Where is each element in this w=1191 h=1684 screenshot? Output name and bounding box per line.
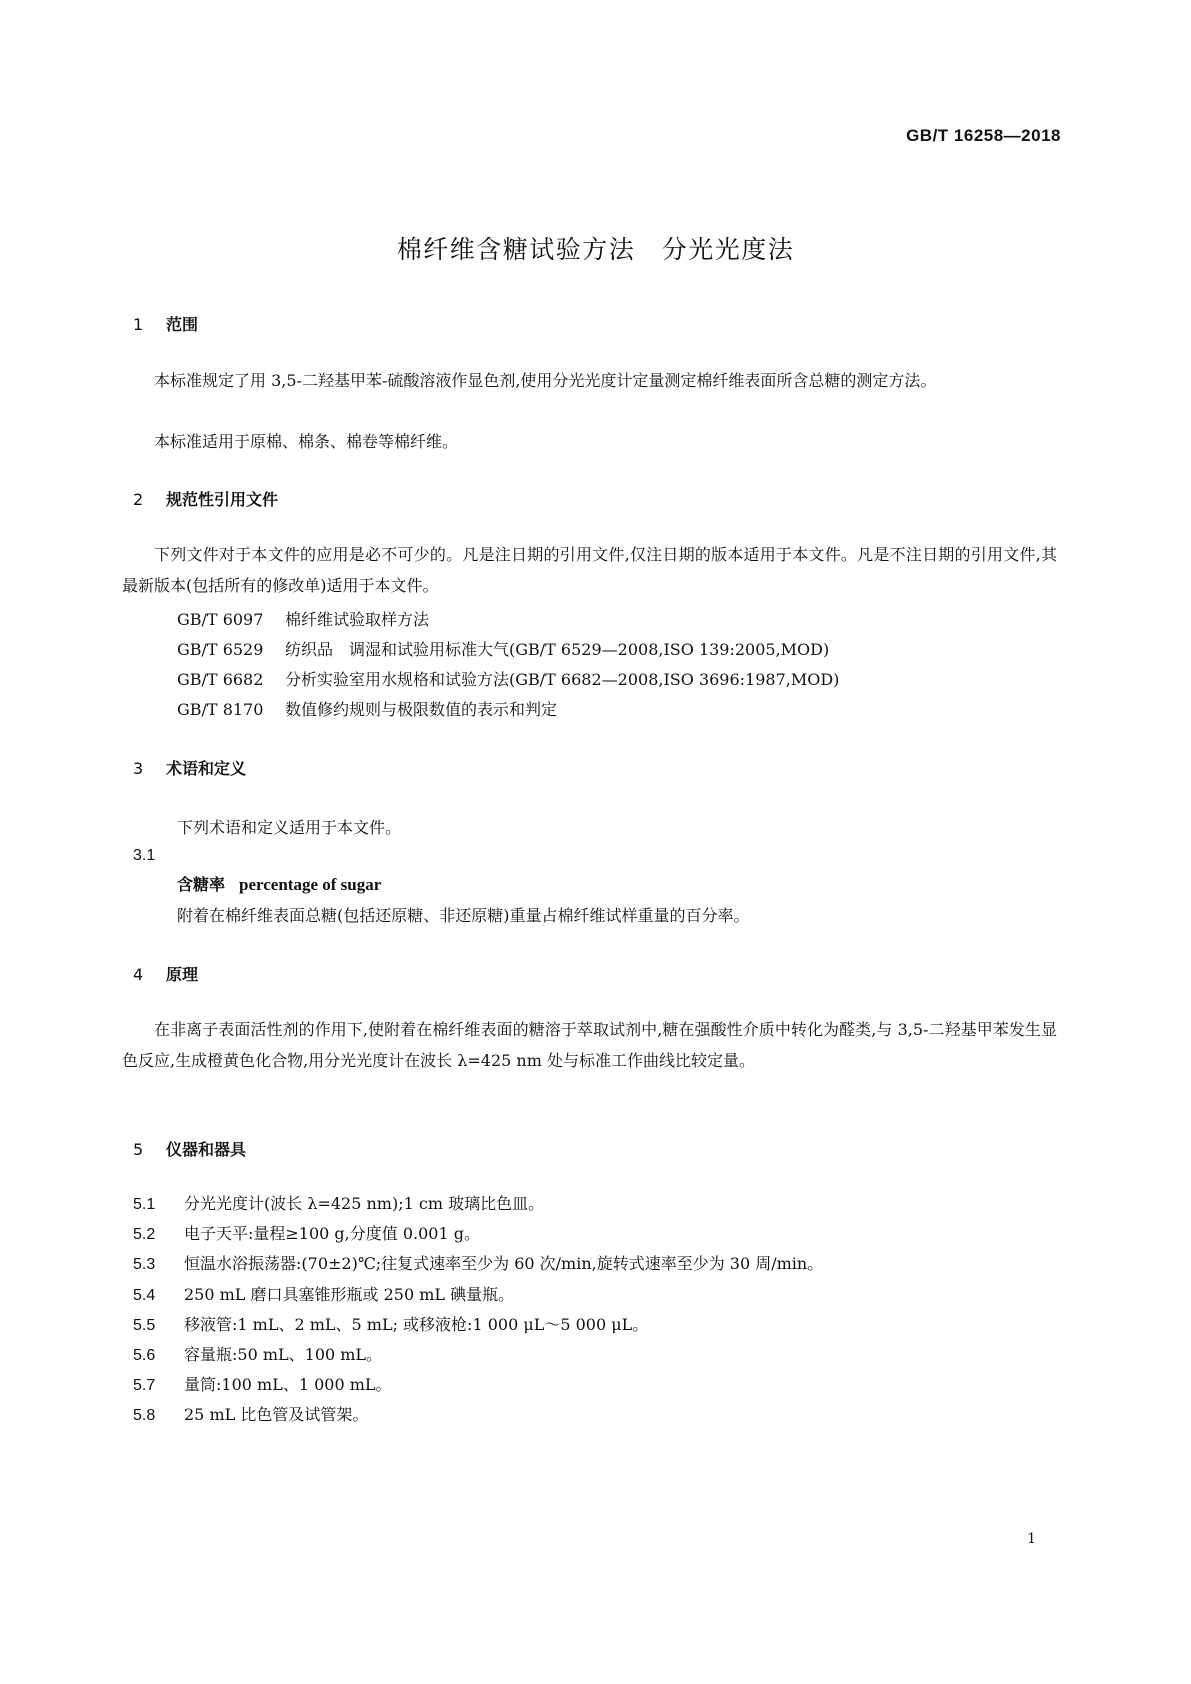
- document-title: 棉纤维含糖试验方法 分光光度法: [396, 235, 795, 264]
- reference-entry: [177, 607, 429, 630]
- list-item: [133, 1372, 392, 1395]
- reference-entry: [177, 637, 829, 660]
- section-title: 术语和定义: [166, 759, 247, 778]
- item-text: 电子天平:量程≥100 g,分度值 0.001 g。: [184, 1224, 480, 1243]
- section-number: 5: [133, 1140, 144, 1159]
- list-item: [133, 1282, 514, 1305]
- section-number: 4: [133, 965, 144, 984]
- item-number: 5.5: [133, 1317, 156, 1334]
- paragraph: 本标准适用于原棉、棉条、棉卷等棉纤维。: [154, 432, 459, 451]
- reference-entry: [177, 667, 839, 690]
- term-chinese: 含糖率: [177, 875, 226, 894]
- item-text: 容量瓶:50 mL、100 mL。: [184, 1345, 383, 1364]
- section-number: 3: [133, 759, 144, 778]
- reference-code: GB/T 6682: [177, 670, 264, 689]
- item-text: 250 mL 磨口具塞锥形瓶或 250 mL 碘量瓶。: [184, 1285, 515, 1304]
- item-text: 分光光度计(波长 λ=425 nm);1 cm 玻璃比色皿。: [184, 1194, 545, 1213]
- reference-entry: [177, 697, 557, 720]
- reference-title: 纺织品 调湿和试验用标准大气(GB/T 6529—2008,ISO 139:2005,MOD): [285, 640, 830, 659]
- item-number: 5.7: [133, 1377, 156, 1394]
- item-text: 移液管:1 mL、2 mL、5 mL; 或移液枪:1 000 μL～5 000 μL。: [184, 1315, 649, 1334]
- term-english: percentage of sugar: [239, 875, 382, 894]
- list-item: [133, 1251, 823, 1274]
- list-item: [133, 1402, 368, 1425]
- list-item: [133, 1191, 544, 1214]
- item-text: 25 mL 比色管及试管架。: [184, 1405, 369, 1424]
- item-number: 5.8: [133, 1407, 156, 1424]
- list-item: [133, 1342, 382, 1365]
- paragraph: 本标准规定了用 3,5-二羟基甲苯-硫酸溶液作显色剂,使用分光光度计定量测定棉纤维表面所含总糖的测定方法。: [154, 371, 937, 390]
- item-number: 5.2: [133, 1226, 156, 1243]
- reference-code: GB/T 6529: [177, 640, 264, 659]
- section-number: 1: [133, 315, 144, 334]
- term-definition: 附着在棉纤维表面总糖(包括还原糖、非还原糖)重量占棉纤维试样重量的百分率。: [177, 906, 750, 925]
- item-number: 5.3: [133, 1256, 156, 1273]
- reference-code: GB/T 8170: [177, 700, 264, 719]
- section-number: 2: [133, 490, 144, 509]
- section-title: 规范性引用文件: [166, 490, 279, 509]
- reference-title: 棉纤维试验取样方法: [285, 610, 430, 629]
- term-entry: [177, 872, 381, 895]
- item-number: 5.6: [133, 1347, 156, 1364]
- reference-title: 数值修约规则与极限数值的表示和判定: [285, 700, 558, 719]
- section-title: 仪器和器具: [166, 1140, 247, 1159]
- list-item: [133, 1221, 480, 1244]
- paragraph: 下列文件对于本文件的应用是必不可少的。凡是注日期的引用文件,仅注日期的版本适用于本文件。凡是不注日期的引用文件,其最新版本(包括所有的修改单)适用于本文件。: [122, 545, 1057, 595]
- section-heading-terms: [133, 756, 246, 779]
- section-title: 原理: [166, 965, 199, 984]
- standard-code: GB/T 16258—2018: [906, 126, 1061, 145]
- section-heading-normative-references: [133, 487, 278, 510]
- subclause-number: 3.1: [133, 847, 156, 864]
- paragraph: 在非离子表面活性剂的作用下,使附着在棉纤维表面的糖溶于萃取试剂中,糖在强酸性介质中转化为醛类,与 3,5-二羟基甲苯发生显色反应,生成橙黄色化合物,用分光光度计在波长 λ=425 nm 处与标准工作曲线比较定量。: [122, 1020, 1057, 1070]
- paragraph: 下列术语和定义适用于本文件。: [177, 818, 402, 837]
- item-number: 5.1: [133, 1196, 156, 1213]
- item-text: 恒温水浴振荡器:(70±2)℃;往复式速率至少为 60 次/min,旋转式速率至少为 30 周/min。: [184, 1254, 824, 1273]
- list-item: [133, 1312, 648, 1335]
- page-number: 1: [1027, 1531, 1036, 1547]
- item-number: 5.4: [133, 1287, 156, 1304]
- section-title: 范围: [166, 315, 199, 334]
- reference-code: GB/T 6097: [177, 610, 264, 629]
- item-text: 量筒:100 mL、1 000 mL。: [184, 1375, 392, 1394]
- section-heading-apparatus: [133, 1137, 246, 1160]
- section-heading-principle: [133, 962, 198, 985]
- reference-title: 分析实验室用水规格和试验方法(GB/T 6682—2008,ISO 3696:1987,MOD): [285, 670, 840, 689]
- section-heading-scope: [133, 312, 198, 335]
